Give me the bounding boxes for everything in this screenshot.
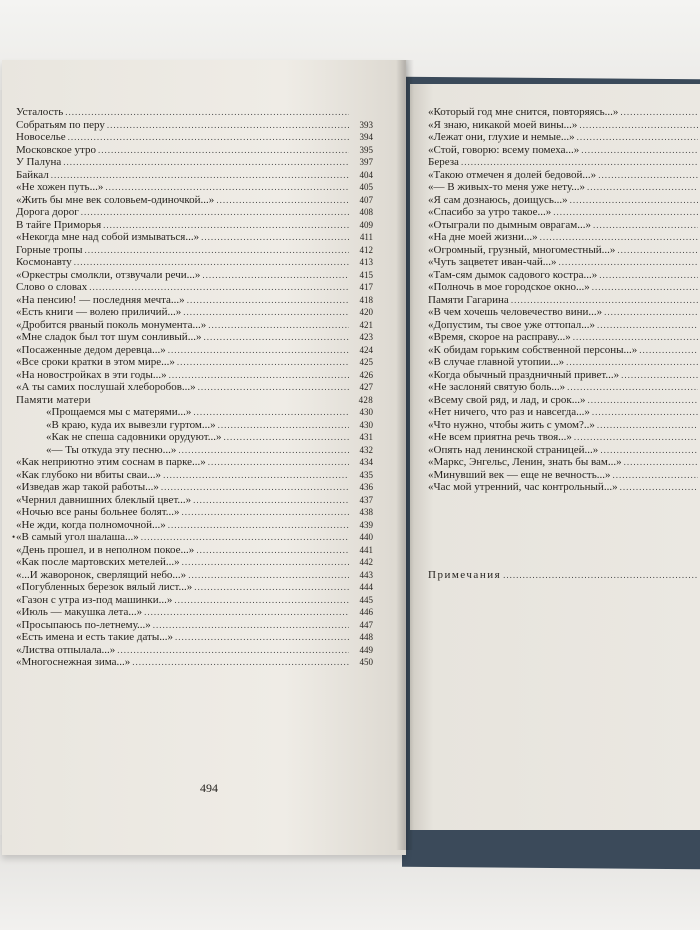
toc-entry — [16, 456, 373, 469]
dot-leader — [63, 156, 349, 169]
toc-entry — [428, 481, 700, 494]
dot-leader — [182, 556, 349, 569]
toc-entry-page: 427 — [359, 382, 373, 392]
dot-leader — [592, 281, 698, 294]
toc-entry-title: «В чем хочешь человечество вини...» — [428, 306, 603, 318]
toc-entry-title: Дорога дорог — [16, 206, 79, 218]
toc-entry — [16, 569, 373, 582]
toc-entry — [16, 656, 373, 669]
toc-entry-title: «Многоснежная зима...» — [16, 656, 131, 668]
toc-entry-title: «Когда обычный праздничный привет...» — [428, 368, 620, 381]
toc-entry — [428, 381, 700, 394]
toc-entry-title: В тайге Приморья — [16, 218, 102, 231]
toc-entry — [16, 231, 373, 244]
toc-entry — [428, 106, 700, 119]
toc-entry — [16, 506, 373, 519]
toc-entry-page: 443 — [359, 569, 373, 580]
dot-leader — [597, 419, 698, 432]
toc-entry-title: «Время, скорое на расправу...» — [428, 331, 571, 343]
toc-entry-page: 421 — [359, 319, 373, 330]
dot-leader — [98, 144, 349, 157]
toc-entry-page: 434 — [359, 457, 373, 467]
toc-entry — [16, 581, 373, 594]
dot-leader — [89, 281, 349, 294]
toc-entry-title: «Оркестры смолкли, отзвучали речи...» — [16, 268, 201, 281]
toc-entry — [428, 319, 700, 332]
dot-leader — [593, 219, 698, 232]
toc-entry — [428, 256, 700, 269]
toc-entry — [428, 469, 700, 482]
dot-leader — [587, 181, 698, 194]
dot-leader — [461, 156, 698, 169]
dot-leader — [581, 144, 698, 157]
toc-entry-title: «Допустим, ты свое уже оттопал...» — [428, 318, 596, 331]
dot-leader — [65, 106, 349, 119]
toc-entry-title: «...И жаворонок, сверлящий небо...» — [16, 568, 187, 581]
dot-leader — [567, 381, 698, 394]
toc-entry-title: «Все сроки кратки в этом мире...» — [16, 356, 175, 368]
dot-leader — [196, 544, 349, 557]
dot-leader — [624, 456, 698, 469]
dot-leader — [570, 194, 698, 207]
toc-entry-title: «Огромный, грузный, многоместный...» — [428, 243, 616, 256]
toc-entry-page: 430 — [359, 407, 373, 417]
toc-entry-title: Байкал — [16, 168, 49, 181]
toc-entry — [16, 594, 373, 607]
toc-entry — [16, 131, 373, 144]
dot-leader — [202, 269, 349, 282]
toc-entry — [428, 144, 700, 157]
toc-entry-page: 447 — [359, 619, 373, 630]
toc-entry-page: 423 — [359, 332, 373, 342]
toc-entry-title: Космонавту — [16, 256, 72, 268]
dot-leader — [617, 244, 698, 257]
toc-entry-title: «Минувший век — еще не вечность...» — [428, 468, 611, 481]
toc-entry-title: «Полночь в мое городское окно...» — [428, 281, 590, 293]
toc-entry-title: «День прошел, и в неполном покое...» — [16, 543, 195, 556]
dot-leader — [141, 531, 349, 544]
toc-entry-title: «Нет ничего, что раз и навсегда...» — [428, 406, 590, 418]
dot-leader — [577, 131, 698, 144]
toc-entry — [16, 644, 373, 657]
dot-leader — [579, 119, 698, 132]
dot-leader — [620, 481, 698, 494]
toc-entry — [16, 344, 373, 357]
toc-entry-page: 431 — [359, 432, 373, 442]
toc-entry-title: «Отыграли по дымным оврагам...» — [428, 218, 592, 231]
dot-leader — [208, 456, 349, 469]
toc-entry — [16, 194, 373, 207]
toc-entry-title: «Как после мартовских метелей...» — [16, 556, 180, 568]
toc-entry — [16, 631, 373, 644]
dot-leader — [177, 356, 349, 369]
toc-entry-title: «Чуть зацветет иван-чай...» — [428, 256, 557, 268]
toc-entry-title: «На пенсию! — последняя мечта...» — [16, 293, 185, 306]
dot-leader — [175, 631, 349, 644]
toc-entry-page: 395 — [359, 144, 373, 155]
toc-entry — [16, 331, 373, 344]
dot-leader — [188, 569, 349, 582]
notes-label: Примечания ..... — [428, 569, 700, 581]
toc-entry — [16, 619, 373, 632]
toc-entry — [16, 419, 373, 432]
page-number: 494 — [200, 781, 218, 795]
dot-leader — [74, 256, 349, 269]
toc-entry-title: «В случае главной утопии...» — [428, 356, 565, 368]
dot-leader — [587, 394, 698, 407]
toc-entry-page: 436 — [359, 482, 373, 492]
toc-entry — [428, 294, 700, 307]
toc-entry — [16, 556, 373, 569]
toc-entry — [428, 306, 700, 319]
dot-leader — [600, 444, 698, 457]
toc-entry-title: «Не жди, когда полномочной...» — [16, 518, 166, 531]
toc-entry-title: «Листва отпылала...» — [16, 643, 116, 656]
toc-entry — [16, 519, 373, 532]
toc-entry-page: 394 — [359, 132, 373, 142]
toc-entry — [428, 269, 700, 282]
toc-entry-title: Собратьям по перу — [16, 118, 105, 131]
toc-entry-page: 430 — [359, 419, 373, 430]
toc-entry — [12, 531, 373, 544]
toc-entry — [16, 444, 373, 457]
toc-entry — [16, 156, 373, 169]
toc-entry-page: 393 — [359, 119, 373, 130]
dot-leader — [193, 494, 349, 507]
dot-leader — [604, 306, 698, 319]
toc-entry-title: Горные тропы — [16, 243, 83, 256]
toc-entry-title: Памяти матери — [16, 393, 91, 406]
toc-entry-title: «Не заслоняй святую боль...» — [428, 381, 566, 393]
toc-entry-title: «Там-сям дымок садового костра...» — [428, 268, 598, 281]
toc-entry-title: Памяти Гагарина — [428, 293, 509, 306]
dot-leader — [51, 169, 349, 182]
toc-entry-title: «Всему свой ряд, и лад, и срок...» — [428, 393, 586, 406]
toc-entry-title: «Мне сладок был тот шум сонливый...» — [16, 331, 202, 343]
toc-entry-title: «Я сам дознаюсь, доищусь...» — [428, 193, 568, 206]
dot-leader — [216, 194, 349, 207]
dot-leader — [169, 369, 349, 382]
toc-entry-title: «Как не спеша садовники орудуют...» — [46, 431, 222, 443]
toc-entry-page: 411 — [359, 232, 373, 242]
dot-leader — [613, 469, 699, 482]
toc-entry-title: «Лежат они, глухие и немые...» — [428, 131, 575, 143]
book-gutter — [396, 60, 414, 850]
toc-entry-page: 397 — [359, 157, 373, 167]
dot-leader — [105, 181, 349, 194]
toc-entry-page: 426 — [359, 369, 373, 380]
toc-entry-title: «Июль — макушка лета...» — [16, 606, 143, 618]
toc-entry-page: 417 — [359, 282, 373, 292]
toc-entry-title: «Такою отмечен я долей бедовой...» — [428, 168, 597, 181]
toc-entry — [16, 469, 373, 482]
toc-entry — [16, 606, 373, 619]
dot-leader — [181, 506, 349, 519]
toc-entry — [428, 244, 700, 257]
toc-entry — [16, 431, 373, 444]
toc-entry — [16, 381, 373, 394]
toc-entry — [16, 281, 373, 294]
toc-entry — [16, 219, 373, 232]
toc-entry — [16, 294, 373, 307]
toc-entry-page: 439 — [359, 519, 373, 530]
dot-leader — [223, 431, 349, 444]
toc-entry-title: «Не всем приятна речь твоя...» — [428, 431, 572, 443]
toc-entry-title: «Есть имена и есть такие даты...» — [16, 631, 174, 643]
toc-entry — [16, 544, 373, 557]
toc-entry-title: Усталость — [16, 106, 64, 118]
toc-entry-page: 449 — [359, 644, 373, 655]
toc-entry-page: 448 — [359, 632, 373, 642]
dot-leader — [592, 406, 698, 419]
toc-entry-title: Слово о словах — [16, 281, 88, 293]
dot-leader — [161, 481, 349, 494]
dot-leader — [203, 331, 349, 344]
toc-entry-title: «Чернил давнишних блеклый цвет...» — [16, 493, 192, 506]
toc-entry — [428, 419, 700, 432]
toc-entry-title: «Стой, говорю: всему помеха...» — [428, 143, 580, 156]
toc-entry — [428, 169, 700, 182]
toc-entry-page: 413 — [359, 257, 373, 267]
toc-entry — [428, 119, 700, 132]
toc-entry — [16, 144, 373, 157]
toc-entry-title: «— В живых-то меня уже нету...» — [428, 181, 586, 193]
bullet-mark: • — [12, 532, 16, 542]
toc-entry — [16, 181, 373, 194]
toc-entry-page: 442 — [359, 557, 373, 567]
dot-leader — [540, 231, 698, 244]
dot-leader — [598, 169, 698, 182]
toc-entry — [428, 331, 700, 344]
toc-entry-title: «Маркс, Энгельс, Ленин, знать бы вам...» — [428, 456, 622, 468]
dot-leader — [178, 444, 349, 457]
toc-entry-page: 435 — [359, 469, 373, 480]
dot-leader — [187, 294, 349, 307]
toc-entry — [16, 394, 373, 407]
toc-entry — [16, 169, 373, 182]
toc-entry-title: «Как глубоко ни вбиты сваи...» — [16, 468, 162, 481]
dot-leader — [81, 206, 349, 219]
toc-entry-title: Новоселье — [16, 131, 66, 143]
dot-leader — [201, 231, 349, 244]
toc-entry-title: «Погубленных березок вялый лист...» — [16, 581, 193, 593]
toc-entry — [428, 394, 700, 407]
toc-entry-title: «На дне моей жизни...» — [428, 231, 538, 243]
toc-entry-title: У Палуна — [16, 156, 62, 168]
toc-entry-page: 412 — [359, 244, 373, 255]
toc-entry-title: «Просыпаюсь по-летнему...» — [16, 618, 151, 631]
toc-entry-title: «Дробится рваный поколь монумента...» — [16, 318, 207, 331]
toc-entry-page: 441 — [359, 544, 373, 555]
toc-entry — [428, 431, 700, 444]
dot-leader — [198, 381, 349, 394]
toc-entry — [428, 406, 700, 419]
toc-entry — [428, 206, 700, 219]
dot-leader — [559, 256, 698, 269]
dot-leader — [117, 644, 349, 657]
toc-entry-page: 428 — [358, 394, 373, 405]
toc-entry-page: 438 — [359, 507, 373, 517]
dot-leader — [511, 294, 698, 307]
dot-leader — [174, 594, 349, 607]
dot-leader — [218, 419, 349, 432]
toc-entry-title: «Час мой утренний, час контрольный...» — [428, 481, 618, 493]
toc-entry-title: «Спасибо за утро такое...» — [428, 206, 552, 218]
dot-leader — [85, 244, 349, 257]
toc-entry — [428, 181, 700, 194]
toc-entry-title: «Что нужно, чтобы жить с умом?..» — [428, 418, 595, 431]
toc-entry — [16, 319, 373, 332]
toc-entry-title: «Жить бы мне век соловьем-одиночкой...» — [16, 193, 215, 206]
toc-entry-title: «А ты самих послушай хлеборобов...» — [16, 381, 196, 393]
toc-entry-title: «Как неприютно этим соснам в парке...» — [16, 456, 206, 468]
toc-entry — [16, 106, 373, 119]
toc-entry-title: «Изведав жар такой работы...» — [16, 481, 159, 493]
toc-entry-page: 450 — [359, 657, 373, 667]
dot-leader — [107, 119, 349, 132]
toc-entry-page: 444 — [359, 582, 373, 592]
dot-leader — [599, 269, 698, 282]
dot-leader — [153, 619, 349, 632]
dot-leader — [566, 356, 698, 369]
toc-entry — [428, 444, 700, 457]
dot-leader — [168, 344, 349, 357]
dot-leader — [132, 656, 349, 669]
dot-leader — [208, 319, 349, 332]
toc-entry — [16, 119, 373, 132]
toc-entry-page: 425 — [359, 357, 373, 367]
dot-leader — [574, 431, 698, 444]
toc-entry-page: 445 — [359, 594, 373, 605]
toc-entry-title: «Газон с утра из-под машинки...» — [16, 593, 173, 606]
toc-entry — [428, 194, 700, 207]
dot-leader — [183, 306, 349, 319]
toc-entry-title: «Я знаю, никакой моей вины...» — [428, 118, 578, 131]
toc-entry — [428, 156, 700, 169]
toc-entry — [428, 219, 700, 232]
toc-entry-page: 437 — [359, 494, 373, 505]
toc-entry-title: «— Ты откуда эту песню...» — [46, 443, 177, 456]
dot-leader — [193, 406, 349, 419]
toc-entry-page: 432 — [359, 444, 373, 455]
dot-leader — [597, 319, 698, 332]
toc-entry-title: «В самый угол шалаша...» — [16, 531, 139, 543]
toc-entry-page: 440 — [359, 532, 373, 542]
toc-entry-page: 424 — [359, 344, 373, 355]
toc-entry — [16, 481, 373, 494]
dot-leader — [68, 131, 349, 144]
toc-entry — [428, 281, 700, 294]
right-table-of-contents — [428, 106, 700, 494]
toc-entry-page: 446 — [359, 607, 373, 617]
toc-entry — [16, 244, 373, 257]
toc-entry — [16, 306, 373, 319]
toc-entry-page: 408 — [359, 207, 373, 217]
toc-entry — [428, 456, 700, 469]
toc-entry-title: «Есть книги — волею приличий...» — [16, 306, 182, 318]
toc-entry-page: 404 — [359, 169, 373, 180]
toc-entry — [428, 344, 700, 357]
dot-leader — [168, 519, 349, 532]
dot-leader — [194, 581, 349, 594]
toc-entry-title: «Не хожен путь...» — [16, 181, 104, 193]
dot-leader — [620, 106, 698, 119]
toc-entry — [428, 356, 700, 369]
toc-entry — [16, 494, 373, 507]
toc-entry-title: «Ночью все раны больнее болят...» — [16, 506, 180, 518]
dot-leader — [163, 469, 349, 482]
toc-entry-title: «Опять над ленинской страницей...» — [428, 443, 599, 456]
toc-entry — [428, 131, 700, 144]
toc-entry-title: Московское утро — [16, 143, 96, 156]
dot-leader — [573, 331, 698, 344]
toc-entry-title: «Посаженные дедом деревца...» — [16, 343, 166, 356]
toc-entry — [16, 406, 373, 419]
toc-entry-title: «Прощаемся мы с матерями...» — [46, 406, 192, 418]
toc-entry-title: Береза — [428, 156, 459, 168]
toc-entry — [16, 356, 373, 369]
dot-leader — [103, 219, 349, 232]
toc-entry-title: «На новостройках в эти годы...» — [16, 368, 167, 381]
dot-leader — [553, 206, 698, 219]
toc-entry-page: 405 — [359, 182, 373, 192]
toc-entry-page: 420 — [359, 307, 373, 317]
toc-entry-page: 415 — [359, 269, 373, 280]
toc-entry-title: «К обидам горьким собственной персоны...» — [428, 343, 638, 356]
dot-leader — [621, 369, 698, 382]
toc-entry — [16, 369, 373, 382]
toc-entry-title: «Некогда мне над собой измываться...» — [16, 231, 200, 243]
toc-entry-title: «Который год мне снится, повторяясь...» — [428, 106, 619, 118]
toc-entry — [16, 269, 373, 282]
toc-entry-page: 407 — [359, 194, 373, 205]
toc-entry-title: «В краю, куда их вывезли гуртом...» — [46, 418, 216, 431]
left-table-of-contents — [12, 106, 373, 669]
toc-entry — [16, 206, 373, 219]
toc-entry-page: 418 — [359, 294, 373, 305]
dot-leader — [639, 344, 698, 357]
toc-entry — [428, 231, 700, 244]
toc-entry — [16, 256, 373, 269]
toc-entry — [428, 369, 700, 382]
dot-leader — [144, 606, 349, 619]
toc-entry-page: 409 — [359, 219, 373, 230]
